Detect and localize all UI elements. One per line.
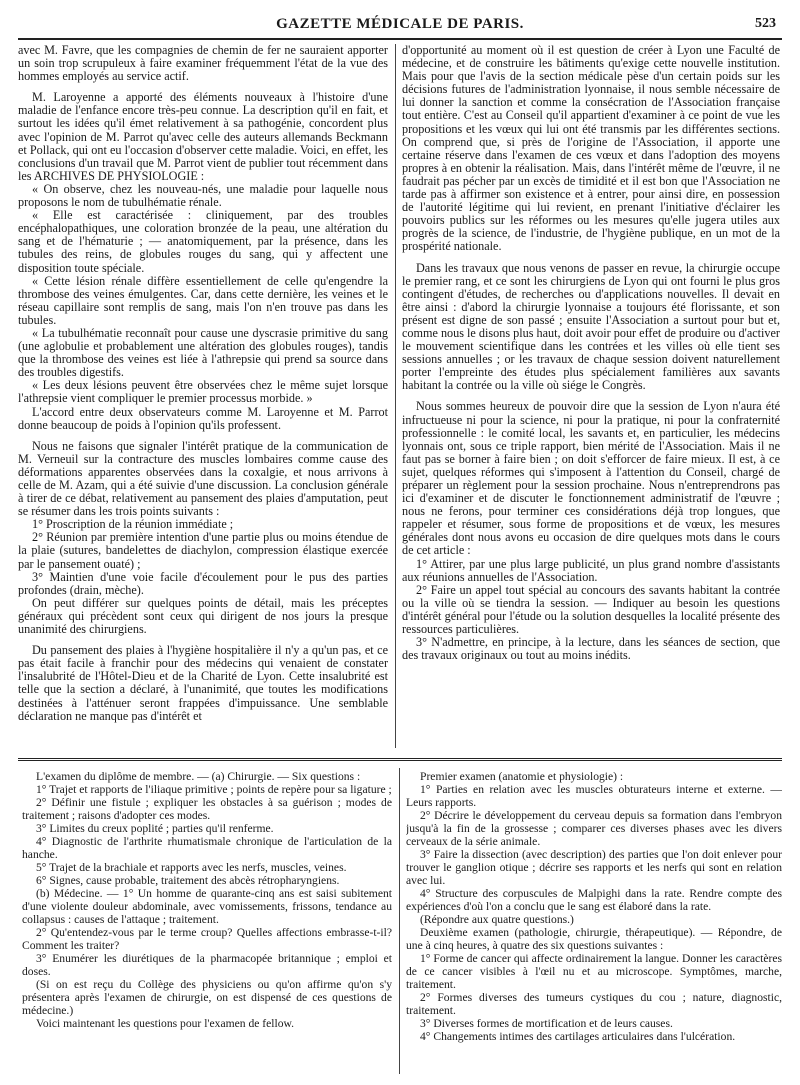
list-item: 5° Trajet de la brachiale et rapports avec les nerfs, muscles, veines. [36,861,347,874]
paragraph: On peut différer sur quelques points de détail, mais les préceptes généraux qui précèdent sont ceux qui dirigent de nos jours la presque unanimité des chirurgiens. [18,595,388,637]
column-divider [399,768,400,1074]
list-item: 4° Diagnostic de l'arthrite rhumatismale chronique de l'articulation de la hanche. [22,835,392,861]
quote-paragraph: « Les deux lésions peuvent être observées chez le même sujet lorsque l'athrepsie vient compliquer le premier processus morbide. » [18,378,388,406]
list-item: 6° Signes, cause probable, traitement des abcès rétropharyngiens. [36,874,340,887]
list-item: 4° Changements intimes des cartilages articulaires dans l'ulcération. [420,1030,736,1043]
paragraph: Dans les travaux que nous venons de passer en revue, la chirurgie occupe le premier rang, et ce sont les chirurgiens de Lyon qui ont fourni le plus gros contingent d'études, de recherches ou d'applications nouvelles. Il devait en être ainsi : d'abord la chirurgie lyonnaise a toujours été florissante, et son présent est digne de son passé ; ensuite l'Association a surtout pour but et, comme nous le disons plus haut, doit avoir pour effet de produire ou d'activer le mouvement scientifique dans les contrées et les villes où elle tient ses sessions annuelles ; or les travaux de chaque session doivent naturellement porter l'empreinte des études plus spécialement familières aux savants habitant la contrée ou la ville où siége le Congrès. [402,260,780,393]
paragraph: d'opportunité au moment où il est question de créer à Lyon une Faculté de médecine, et de construire les bâtiments qu'exige cette nouvelle institution. Mais pour que l'avis de la section médicale pèse d'un certain poids sur les décisions futures de l'administration lyonnaise, il nous semble nécessaire de lui donner la sanction et comme la consécration de l'Association française tout entière. C'est au Conseil qu'il appartient d'examiner à ce point de vue les propositions et les vœux qui lui ont été transmis par les différentes sections. On comprend que, si près de l'origine de l'Association, il apporte une certaine réserve dans l'examen de ces vœux et dans l'adoption des moyens propres à en obtenir la réalisation. Mais, dans l'intérêt même de l'œuvre, il ne faudrait pas pécher par un excès de timidité et il est bon que l'Association ne tarde pas à affirmer son existence et à entrer, pour ainsi dire, en possession de l'autorité légitime qui lui revient, en prenant l'initiative d'éclairer les pouvoirs publics sur les réformes ou les mesures qu'elle jugera utiles aux progrès de la science, de l'industrie, de l'hygiène publique, en un mot de la prospérité nationale. [402,44,780,254]
column-divider [395,44,396,748]
list-item: 3° Enumérer les diurétiques de la pharmacopée britannique ; emploi et doses. [22,952,392,978]
bottom-left-column [22,770,392,1080]
list-item: 2° Formes diverses des tumeurs cystiques du cou ; nature, diagnostic, traitement. [406,991,782,1017]
paragraph: Premier examen (anatomie et physiologie) : [420,770,624,783]
paragraph: Nous ne faisons que signaler l'intérêt pratique de la communication de M. Verneuil sur la contracture des muscles lombaires comme cause des déformations apparentes observées dans la coxalgie, et nous arrivons à celle de M. Azam, qui a été suivie d'une discussion. La conclusion générale à tirer de ce débat, relativement au pansement des plaies d'amputation, peut se résumer dans les trois points suivants : [18,438,388,519]
list-item: 1° Trajet et rapports de l'iliaque primitive ; points de repère pour sa ligature ; [36,783,392,796]
list-item: 2° Définir une fistule ; expliquer les obstacles à sa guérison ; modes de traitement ; raisons d'adopter ces modes. [22,796,392,822]
paragraph: avec M. Favre, que les compagnies de chemin de fer ne sauraient apporter un soin trop scrupuleux à faire examiner fréquemment l'état de la vue des hommes employés au service actif. [18,44,388,84]
quote-paragraph: « On observe, chez les nouveau-nés, une maladie pour laquelle nous proposons le nom de tubulhématie rénale. [18,181,388,210]
paragraph: Voici maintenant les questions pour l'examen de fellow. [36,1017,295,1030]
quote-paragraph: « Cette lésion rénale diffère essentiellement de celle qu'engendre la thrombose des veines émulgentes. Car, dans cette dernière, les veines et le réseau capillaire sont remplis de sang, mais l'on n'en trouve pas dans les tubules. [18,273,388,327]
paragraph: L'accord entre deux observateurs comme M. Laroyenne et M. Parrot donne beaucoup de poids à l'opinion qu'ils professent. [18,404,388,432]
list-item: 4° Structure des corpuscules de Malpighi dans la rate. Rendre compte des expériences d'où l'on a conclu que le sang est élaboré dans la rate. [406,887,782,913]
list-item: 2° Décrire le développement du cerveau depuis sa formation dans l'embryon jusqu'à la fin de la grossesse ; comparer ces diverses phases avec les divers cerveaux de la série animale. [406,809,782,848]
header-rule [18,38,782,40]
page-number: 523 [755,16,776,31]
paragraph: Nous sommes heureux de pouvoir dire que la session de Lyon n'aura été infructueuse ni pour la science, ni pour la pratique, ni pour la confraternité professionnelle : le comité local, les savants et, en particulier, les médecins lyonnais ont, sous ce triple rapport, bien mérité de l'Association. Mais il ne faut pas se borner à faire bien ; on doit s'efforcer de faire mieux. Il est, à ce sujet, quelques réformes qui s'imposent à l'attention du Conseil, chargé de préparer un règlement pour la session prochaine. Nous n'entreprendrons pas ici d'examiner et de discuter le fonctionnement administratif de l'œuvre ; nous ne ferons, pour terminer ces considérations déjà trop longues, que rappeler et résumer, sous forme de propositions et de vœux, les mesures générales dont nous avons eu occasion de dire quelques mots dans le cours de cet article : [402,399,780,558]
paragraph: (Répondre aux quatre questions.) [420,913,574,926]
paragraph: (b) Médecine. — 1° Un homme de quarante-cinq ans est saisi subitement d'une violente douleur abdominale, avec vomissements, frissons, tendance au collapsus : causes de l'attaque ; traitement. [22,887,392,926]
list-item: 3° Limites du creux poplité ; parties qu'il renferme. [36,822,274,835]
paragraph: Deuxième examen (pathologie, chirurgie, thérapeutique). — Répondre, de une à cinq heures, à quatre des six questions suivantes : [406,926,782,952]
page-header [18,14,782,36]
bottom-right-column [406,770,782,1080]
list-item: 2° Faire un appel tout spécial au concours des savants habitant la contrée ou la ville où se tiendra la session. — Indiquer au besoin les questions d'intérêt général pour l'étude ou la solution desquelles la localité présente des ressources particulières. [402,582,780,637]
paragraph: (Si on est reçu du Collège des physiciens ou qu'on affirme qu'on s'y présentera après l'examen de chirurgie, on est dispensé de ces questions de médecine.) [22,978,392,1017]
list-item: 2° Réunion par première intention d'une partie plus ou moins étendue de la plaie (sutures, bandelettes de diachylon, compression élastique exercée par le pansement ouaté) ; [18,530,388,571]
list-item: 1° Forme de cancer qui affecte ordinairement la langue. Donner les caractères de ce cancer visibles à l'œil nu et au microscope. Symptômes, marche, traitement. [406,952,782,991]
quote-paragraph: « La tubulhématie reconnaît pour cause une dyscrasie primitive du sang (une aglobulie et probablement une altération des globules rouges), tandis que la thrombose des veines est liée à l'athrepsie qui prend sa source dans des troubles digestifs. [18,325,388,380]
list-item: 3° Faire la dissection (avec description) des parties que l'on doit enlever pour trouver le ganglion otique ; décrire ses rapports et les nerfs qui sont en relation avec lui. [406,848,782,887]
list-item: 1° Attirer, par une plus large publicité, un plus grand nombre d'assistants aux réunions annuelles de l'Association. [402,556,780,584]
journal-title: GAZETTE MÉDICALE DE PARIS. [276,16,524,32]
list-item: 3° N'admettre, en principe, à la lecture, dans les séances de section, que des travaux originaux ou tout au moins inédits. [402,635,780,663]
list-item: 1° Parties en relation avec les muscles obturateurs interne et externe. — Leurs rapports. [406,783,782,809]
paragraph: Du pansement des plaies à l'hygiène hospitalière il n'y a qu'un pas, et ce pas était facile à franchir pour des médecins qui venaient de constater l'insalubrité de l'Hôtel-Dieu et de la Charité de Lyon. Cette insalubrité est telle que la section a déclaré, à l'unanimité, que toutes les modifications destinées à l'atténuer seront frappées d'impuissance. Une semblable déclaration ne manque pas d'intérêt et [18,643,388,723]
right-column [402,44,780,754]
paragraph: L'examen du diplôme de membre. — (a) Chirurgie. — Six questions : [36,770,361,783]
list-item: 3° Maintien d'une voie facile d'écoulement pour le pus des parties profondes (drain, mèche). [18,569,388,597]
left-column [18,44,388,754]
list-item: 3° Diverses formes de mortification et de leurs causes. [420,1017,673,1030]
list-item: 1° Proscription de la réunion immédiate ; [32,517,234,532]
section-rule [18,758,782,761]
paragraph: M. Laroyenne a apporté des éléments nouveaux à l'histoire d'une maladie de l'enfance encore très-peu connue. La description qu'il en fait, et surtout les idées qu'il émet relativement à sa pathogénie, concordent plus avec l'opinion de M. Parrot qu'avec celle des auteurs allemands Beckmann et Pollack, qui ont eu l'occasion d'observer cette maladie. Voici, en effet, les conclusions d'un travail que M. Parrot vient de publier tout récemment dans les ARCHIVES DE PHYSIOLOGIE : [18,90,388,183]
list-item: 2° Qu'entendez-vous par le terme croup? Quelles affections embrasse-t-il? Comment les traiter? [22,926,392,952]
quote-paragraph: « Elle est caractérisée : cliniquement, par des troubles encéphalopathiques, une coloration bronzée de la peau, une altération du sang et de l'hématurie ; — anatomiquement, par la présence, dans les tubules des reins, de globules rouges du sang, qui y affectent une disposition toute spéciale. [18,208,388,275]
